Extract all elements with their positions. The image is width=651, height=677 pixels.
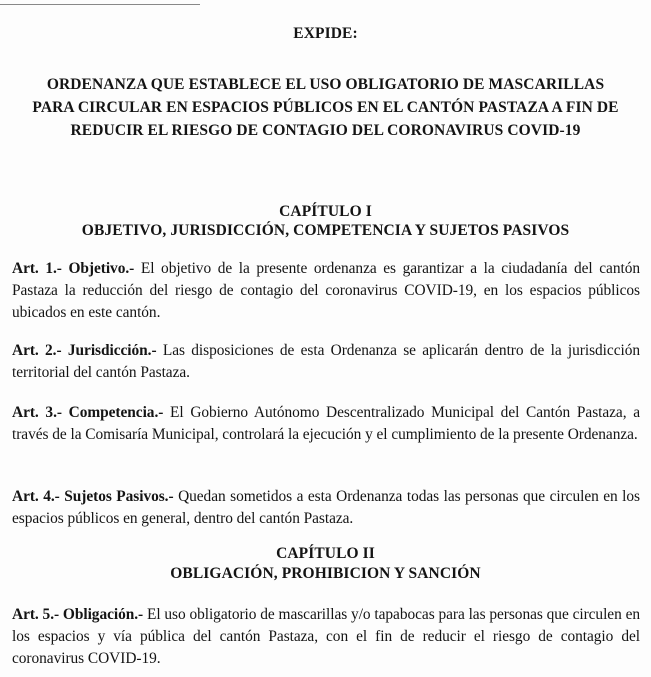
ordinance-title-line-1: ORDENANZA QUE ESTABLECE EL USO OBLIGATORIO DE MASCARILLAS <box>46 76 605 93</box>
article-2 <box>12 340 640 384</box>
article-5 <box>12 604 640 670</box>
article-4-text: Quedan sometidos a esta Ordenanza todas las personas que circulen en los espacios públicos en general, dentro del cantón Pastaza. <box>12 488 640 527</box>
chapter-2-number: CAPÍTULO II <box>276 545 375 562</box>
article-4-label: Art. 4.- Sujetos Pasivos.- <box>12 488 174 505</box>
cropped-previous-text <box>0 0 200 5</box>
article-1-text: El objetivo de la presente ordenanza es garantizar a la ciudadanía del cantón Pastaza la reducción del riesgo de contagio del coronavirus COVID-19, en los espacios públicos ubicados en este cantón. <box>12 260 641 321</box>
article-1 <box>12 258 640 324</box>
chapter-1-title: OBJETIVO, JURISDICCIÓN, COMPETENCIA Y SUJETOS PASIVOS <box>81 222 570 239</box>
chapter-2-title: OBLIGACIÓN, PROHIBICION Y SANCIÓN <box>170 565 481 582</box>
article-3 <box>12 402 640 446</box>
expide-heading: EXPIDE: <box>293 25 358 42</box>
article-2-text: Las disposiciones de esta Ordenanza se aplicarán dentro de la jurisdicción territorial del cantón Pastaza. <box>12 342 640 381</box>
ordinance-title-line-2: PARA CIRCULAR EN ESPACIOS PÚBLICOS EN EL CANTÓN PASTAZA A FIN DE <box>32 99 619 116</box>
article-5-text: El uso obligatorio de mascarillas y/o tapabocas para las personas que circulen en los espacios y vía pública del cantón Pastaza, con el fin de reducir el riesgo de contagio del coronavirus COVID-19. <box>12 606 640 667</box>
article-3-label: Art. 3.- Competencia.- <box>12 404 164 421</box>
article-1-label: Art. 1.- Objetivo.- <box>12 260 135 277</box>
chapter-1-number: CAPÍTULO I <box>279 203 372 220</box>
article-4 <box>12 486 640 530</box>
article-2-label: Art. 2.- Jurisdicción.- <box>12 342 157 359</box>
article-5-label: Art. 5.- Obligación.- <box>12 606 144 623</box>
article-3-text: El Gobierno Autónomo Descentralizado Municipal del Cantón Pastaza, a través de la Comisaría Municipal, controlará la ejecución y el cumplimiento de la presente Ordenanza. <box>12 404 640 443</box>
ordinance-title-line-3: REDUCIR EL RIESGO DE CONTAGIO DEL CORONAVIRUS COVID-19 <box>70 122 581 139</box>
